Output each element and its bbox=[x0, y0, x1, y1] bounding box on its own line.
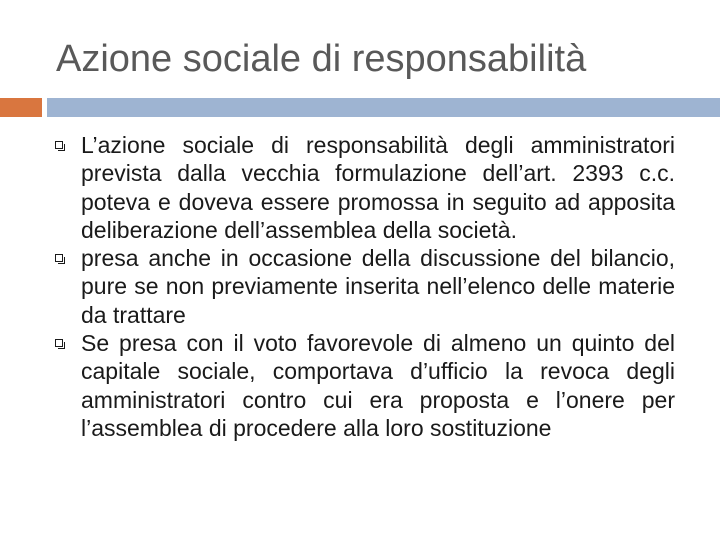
bullet-text: presa anche in occasione della discussione del bilancio, pure se non previamente inserita nell’elenco delle materie da trattare bbox=[81, 245, 675, 328]
accent-bar-right bbox=[47, 98, 720, 117]
bullet-text: L’azione sociale di responsabilità degli amministratori prevista dalla vecchia formulazione dell’art. 2393 c.c. poteva e doveva essere promossa in seguito ad apposita deliberazione dell’assemblea della società. bbox=[81, 132, 675, 243]
accent-bar-left bbox=[0, 98, 42, 117]
bullet-text: Se presa con il voto favorevole di almeno un quinto del capitale sociale, comportava d’ufficio la revoca degli amministratori contro cui era proposta e l’onere per l’assemblea di procedere alla loro sostituzione bbox=[81, 330, 675, 441]
slide-title: Azione sociale di responsabilità bbox=[56, 38, 587, 80]
hollow-square-bullet-icon bbox=[55, 339, 63, 347]
hollow-square-bullet-icon bbox=[55, 254, 63, 262]
hollow-square-bullet-icon bbox=[55, 141, 63, 149]
bullet-item bbox=[81, 329, 675, 442]
bullet-list bbox=[0, 131, 720, 442]
bullet-item bbox=[81, 131, 675, 244]
bullet-item bbox=[81, 244, 675, 329]
